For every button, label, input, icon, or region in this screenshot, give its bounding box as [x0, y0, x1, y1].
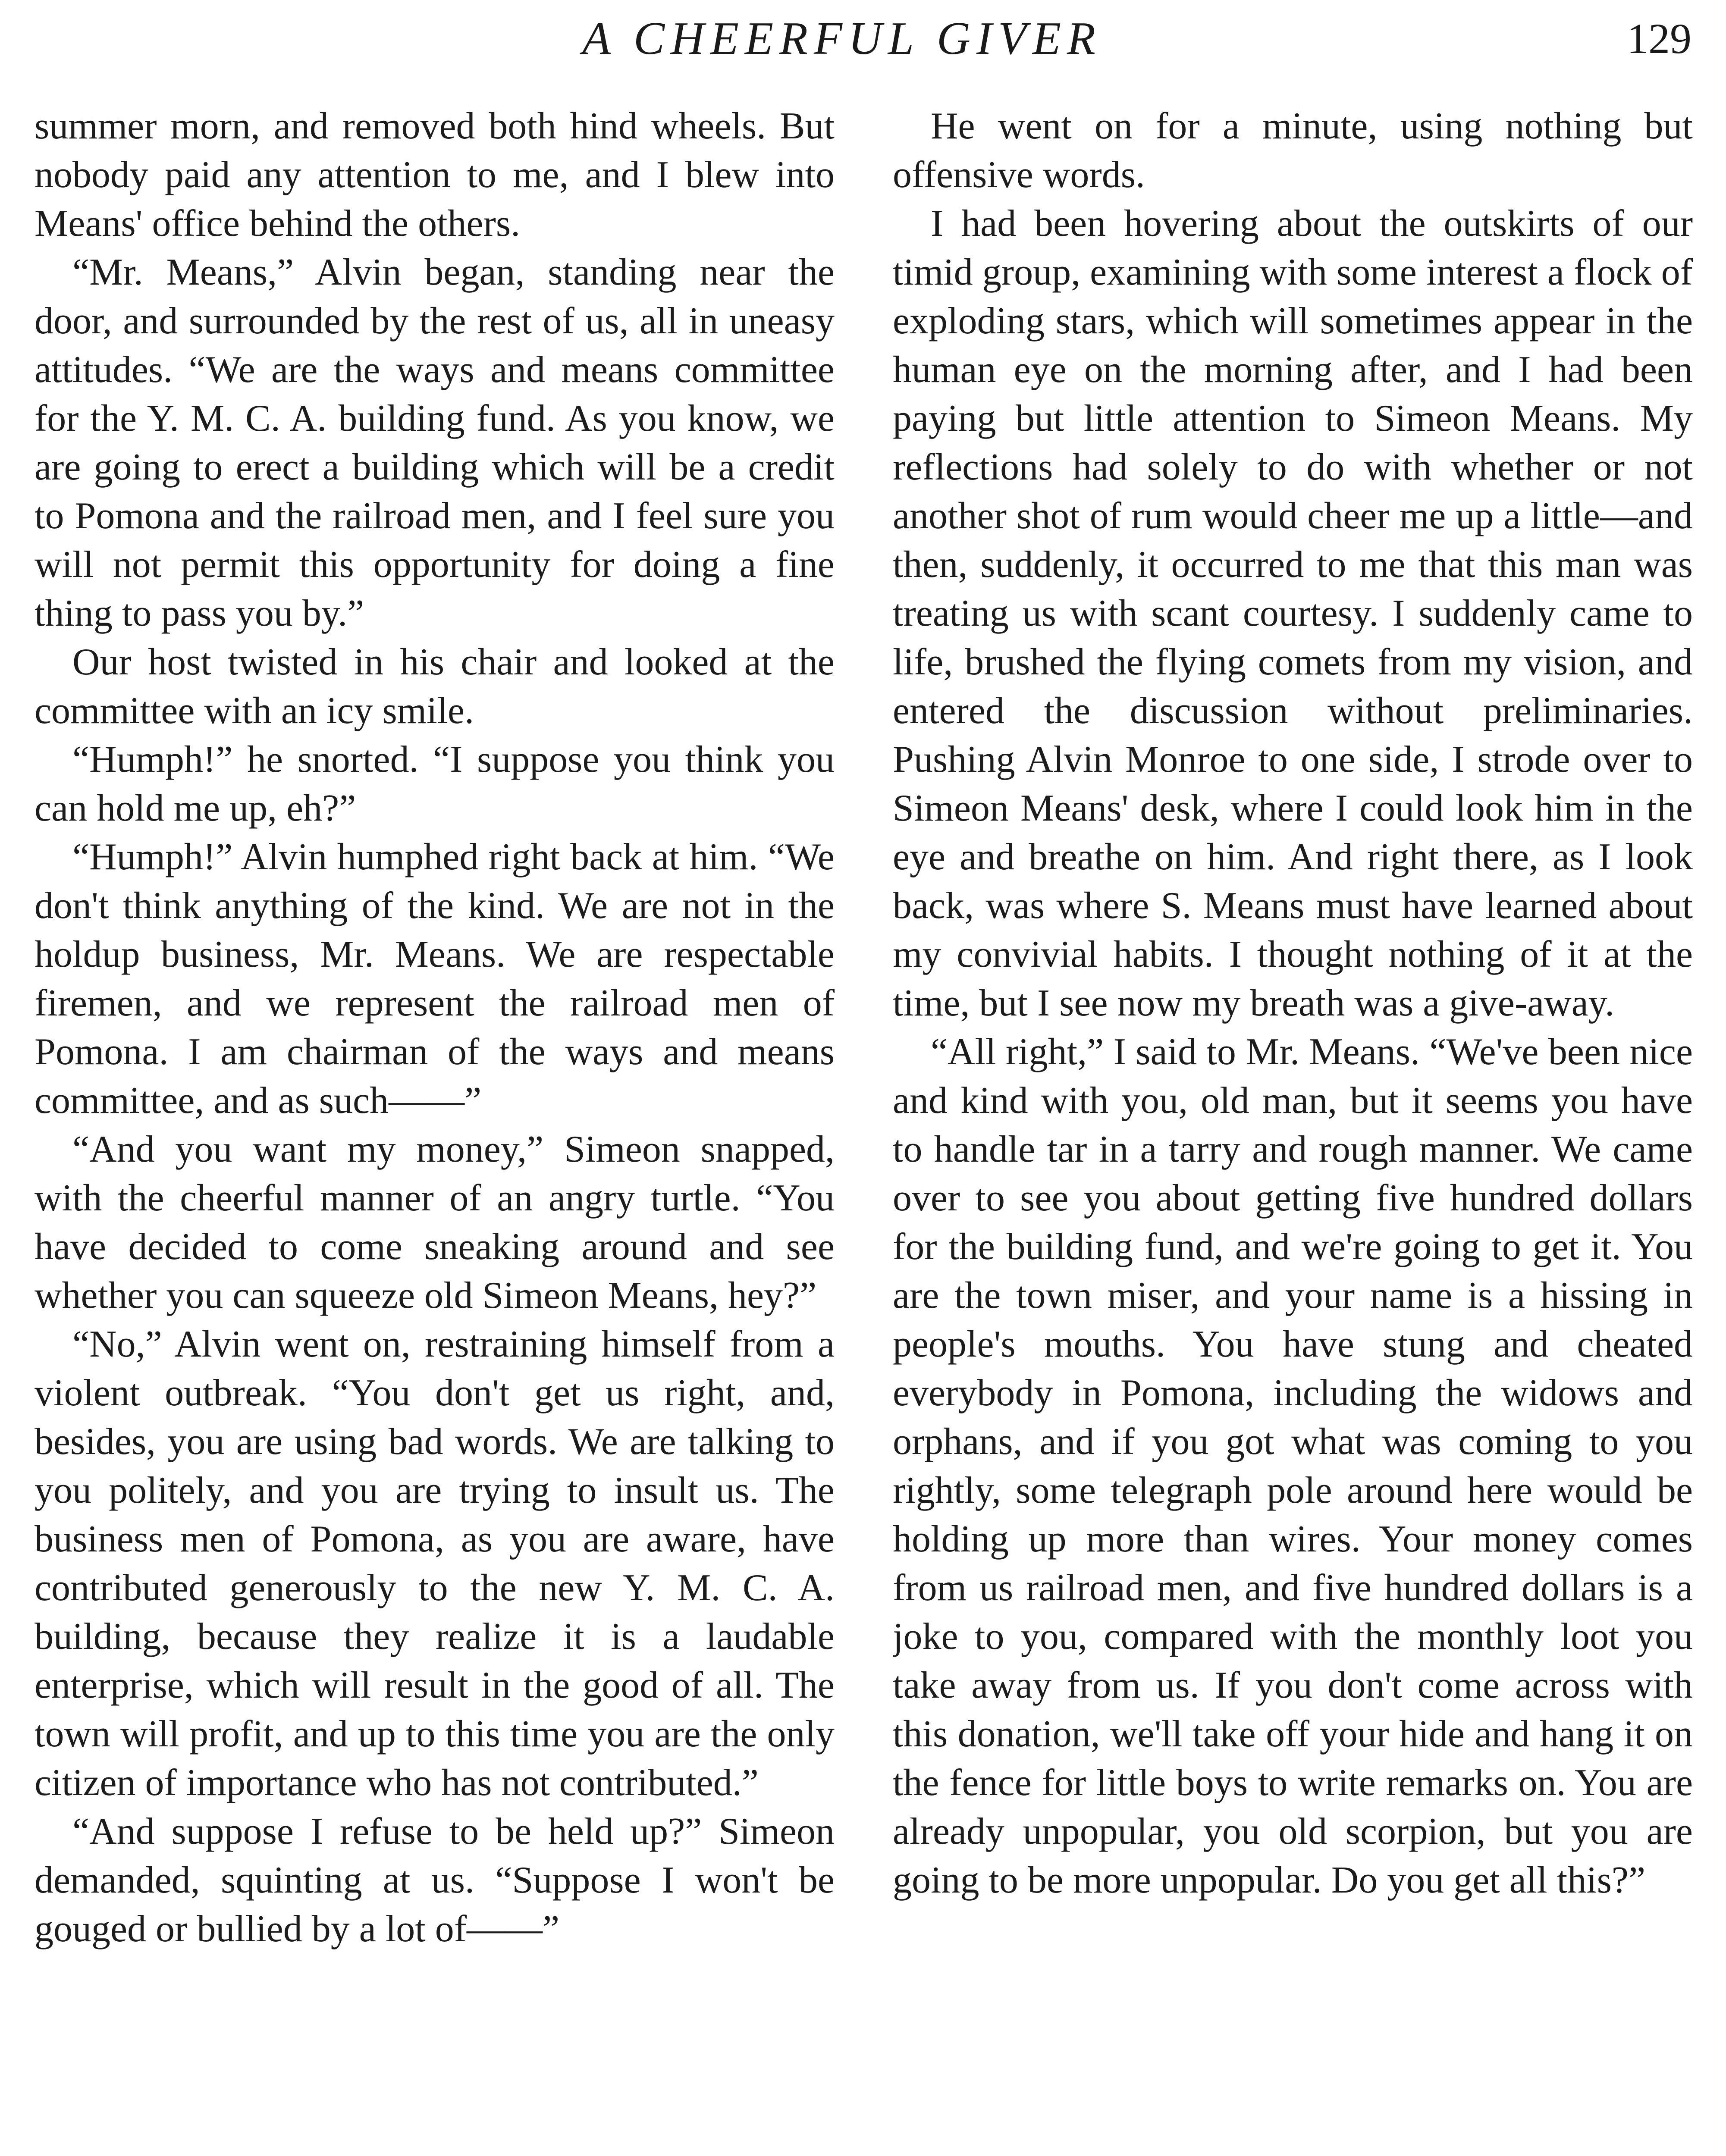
left-paragraph-4: “Humph!” he snorted. “I suppose you think you can hold me up, eh?” — [35, 739, 835, 829]
left-paragraph-8: “And suppose I refuse to be held up?” Simeon demanded, squinting at us. “Suppose I won't be gouged or bullied by a lot of——” — [35, 1811, 835, 1950]
right-paragraph-2: I had been hovering about the outskirts of our timid group, examining with some interest a flock of exploding stars, which will sometimes appear in the human eye on the morning after, and I had been paying but little attention to Simeon Means. My reflections had solely to do with whether or not another shot of rum would cheer me up a little—and then, suddenly, it occurred to me that this man was treating us with scant courtesy. I suddenly came to life, brushed the flying comets from my vision, and entered the discussion without preliminaries. Pushing Alvin Monroe to one side, I strode over to Simeon Means' desk, where I could look him in the eye and breathe on him. And right there, as I look back, was where S. Means must have learned about my convivial habits. I thought nothing of it at the time, but I see now my breath was a give-away. — [893, 203, 1693, 1024]
left-paragraph-6: “And you want my money,” Simeon snapped, with the cheerful manner of an angry turtle. “You have decided to come sneaking around and see whether you can squeeze old Simeon Means, hey?” — [35, 1128, 835, 1316]
right-paragraph-1: He went on for a minute, using nothing but offensive words. — [893, 105, 1693, 196]
right-paragraph-3: “All right,” I said to Mr. Means. “We've been nice and kind with you, old man, but it seems you have to handle tar in a tarry and rough manner. We came over to see you about getting five hundred dollars for the building fund, and we're going to get it. You are the town miser, and your name is a hissing in people's mouths. You have stung and cheated everybody in Pomona, including the widows and orphans, and if you got what was coming to you rightly, some telegraph pole around here would be holding up more than wires. Your money comes from us railroad men, and five hundred dollars is a joke to you, compared with the monthly loot you take away from us. If you don't come across with this donation, we'll take off your hide and hang it on the fence for little boys to write remarks on. You are already unpopular, you old scorpion, but you are going to be more unpopular. Do you get all this?” — [893, 1031, 1693, 1901]
left-paragraph-7: “No,” Alvin went on, restraining himself from a violent outbreak. “You don't get us right, and, besides, you are using bad words. We are talking to you politely, and you are trying to insult us. The business men of Pomona, as you are aware, have contributed generously to the new Y. M. C. A. building, because they realize it is a laudable enterprise, which will result in the good of all. The town will profit, and up to this time you are the only citizen of importance who has not contributed.” — [35, 1323, 835, 1804]
left-column — [35, 102, 835, 2156]
page-number: 129 — [1627, 15, 1691, 63]
running-head — [35, 9, 1691, 69]
left-paragraph-2: “Mr. Means,” Alvin began, standing near the door, and surrounded by the rest of us, all in uneasy attitudes. “We are the ways and means committee for the Y. M. C. A. building fund. As you know, we are going to erect a building which will be a credit to Pomona and the railroad men, and I feel sure you will not permit this opportunity for doing a fine thing to pass you by.” — [35, 251, 835, 634]
running-title: A CHEERFUL GIVER — [582, 13, 1102, 64]
left-paragraph-3: Our host twisted in his chair and looked at the committee with an icy smile. — [35, 641, 835, 732]
left-paragraph-5: “Humph!” Alvin humphed right back at him. “We don't think anything of the kind. We are not in the holdup business, Mr. Means. We are respectable firemen, and we represent the railroad men of Pomona. I am chairman of the ways and means committee, and as such——” — [35, 836, 835, 1122]
left-paragraph-1: summer morn, and removed both hind wheels. But nobody paid any attention to me, and I blew into Means' office behind the others. — [35, 105, 835, 244]
right-column — [893, 102, 1693, 2156]
